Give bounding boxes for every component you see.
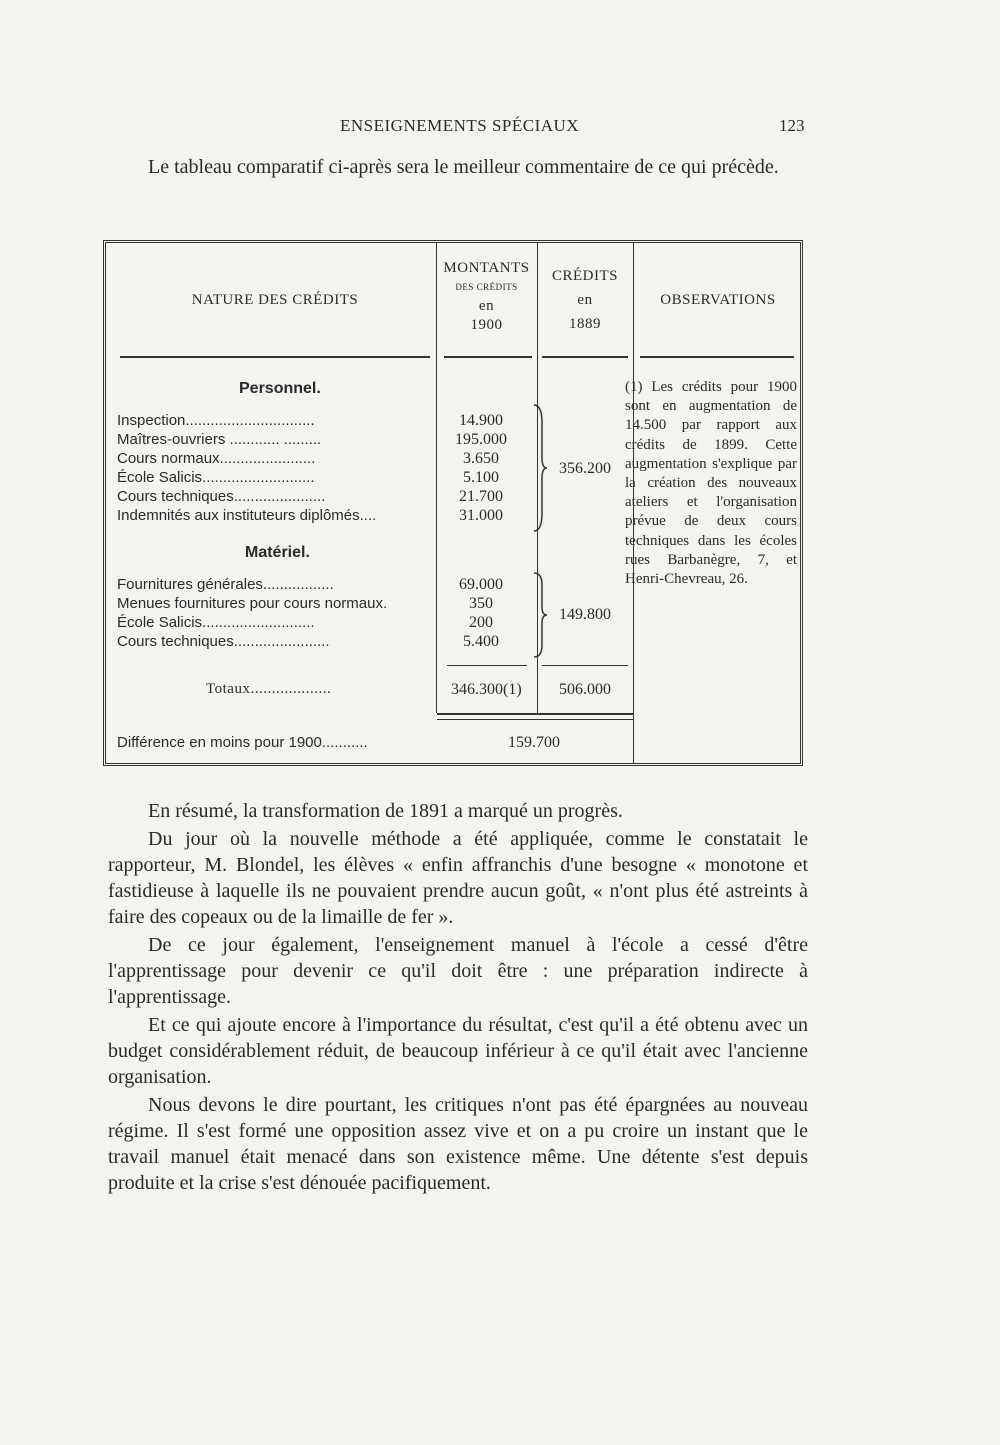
row-label: Indemnités aux instituteurs diplômés.... bbox=[117, 507, 377, 524]
header-rule bbox=[542, 356, 628, 358]
row-label: Inspection............................... bbox=[117, 412, 315, 429]
header-credits-line2: en bbox=[577, 292, 593, 308]
row-label: Fournitures générales................. bbox=[117, 576, 334, 593]
row-value: 3.650 bbox=[463, 450, 499, 467]
header-montants-line4: 1900 bbox=[470, 317, 503, 333]
header-montants-line3: en bbox=[478, 298, 495, 314]
row-value: 14.900 bbox=[459, 412, 503, 429]
intro-text: Le tableau comparatif ci-après sera le meilleur commentaire de ce qui précède. bbox=[148, 156, 779, 178]
header-credits bbox=[537, 264, 633, 336]
header-nature: NATURE DES CRÉDITS bbox=[191, 292, 359, 308]
observation-note: (1) Les crédits pour 1900 sont en augmentation de 14.500 par rapport aux crédits de 1899. Cette augmentation s'explique par la création des nouveaux ateliers et l'organisation prévue de deux cours techniques dans les écoles rues Barbanègre, 7, et Henri-Chevreau, 26. bbox=[625, 379, 797, 588]
header-observations: OBSERVATIONS bbox=[660, 292, 776, 308]
difference-label: Différence en moins pour 1900........... bbox=[117, 734, 368, 751]
page-number: 123 bbox=[779, 116, 805, 135]
totaux-1889: 506.000 bbox=[559, 681, 611, 698]
difference-rule bbox=[437, 719, 633, 720]
row-value: 5.100 bbox=[463, 469, 499, 486]
totaux-1900: 346.300(1) bbox=[451, 681, 522, 698]
row-value: 21.700 bbox=[459, 488, 503, 505]
row-label: École Salicis........................... bbox=[117, 614, 315, 631]
section-personnel: Personnel. bbox=[239, 380, 321, 397]
row-value: 350 bbox=[469, 595, 493, 612]
totals-rule bbox=[447, 665, 527, 666]
header-rule bbox=[120, 356, 430, 358]
row-value: 31.000 bbox=[459, 507, 503, 524]
credits-table bbox=[103, 240, 803, 766]
paragraph: De ce jour également, l'enseignement manuel à l'école a cessé d'être l'apprentissage pour devenir ce qu'il doit être : une préparation indirecte à l'apprentissage. bbox=[108, 934, 808, 1008]
row-label: Cours normaux....................... bbox=[117, 450, 316, 467]
row-value: 195.000 bbox=[455, 431, 507, 448]
paragraph: En résumé, la transformation de 1891 a marqué un progrès. bbox=[148, 800, 623, 822]
difference-rule bbox=[437, 713, 633, 715]
section-materiel: Matériel. bbox=[245, 544, 310, 561]
header-montants-line2: DES CRÉDITS bbox=[455, 282, 518, 292]
header-credits-line3: 1889 bbox=[569, 316, 601, 332]
running-head bbox=[0, 116, 1000, 140]
intro-paragraph bbox=[108, 154, 808, 180]
difference-value: 159.700 bbox=[508, 734, 560, 751]
header-montants-line1: MONTANTS bbox=[443, 260, 530, 276]
row-label: École Salicis........................... bbox=[117, 469, 315, 486]
paragraph: Du jour où la nouvelle méthode a été appliquée, comme le constatait le rapporteur, M. Blondel, les élèves « enfin affranchis d'une besogne « monotone et fastidieuse à laquelle ils ne pouvaient prendre aucun goût, « n'ont plus été astreints à faire des copeaux ou de la limaille de fer ». bbox=[108, 828, 808, 928]
row-label: Cours techniques....................... bbox=[117, 633, 330, 650]
materiel-total-1889: 149.800 bbox=[559, 606, 611, 623]
row-value: 69.000 bbox=[459, 576, 503, 593]
row-value: 5.400 bbox=[463, 633, 499, 650]
header-montants bbox=[436, 259, 537, 335]
header-rule bbox=[444, 356, 532, 358]
personnel-total-1889: 356.200 bbox=[559, 460, 611, 477]
row-label: Menues fournitures pour cours normaux. bbox=[117, 595, 388, 612]
header-credits-line1: CRÉDITS bbox=[551, 268, 618, 284]
header-rule bbox=[640, 356, 794, 358]
row-value: 200 bbox=[469, 614, 493, 631]
totaux-label: Totaux................... bbox=[206, 681, 332, 697]
running-title: ENSEIGNEMENTS SPÉCIAUX bbox=[340, 116, 580, 135]
row-label: Maîtres-ouvriers ............ ......... bbox=[117, 431, 322, 448]
paragraph: Nous devons le dire pourtant, les critiques n'ont pas été épargnées au nouveau régime. Il s'est formé une opposition assez vive et on a pu croire un instant que le travail manuel était menacé dans son existence même. Une détente s'est depuis produite et la crise s'est dénouée pacifiquement. bbox=[108, 1094, 808, 1194]
body-text bbox=[108, 798, 808, 1196]
row-label: Cours techniques...................... bbox=[117, 488, 326, 505]
paragraph: Et ce qui ajoute encore à l'importance du résultat, c'est qu'il a été obtenu avec un budget considérablement réduit, de beaucoup inférieur à ce qu'il était avec l'ancienne organisation. bbox=[108, 1014, 808, 1088]
totals-rule bbox=[542, 665, 628, 666]
